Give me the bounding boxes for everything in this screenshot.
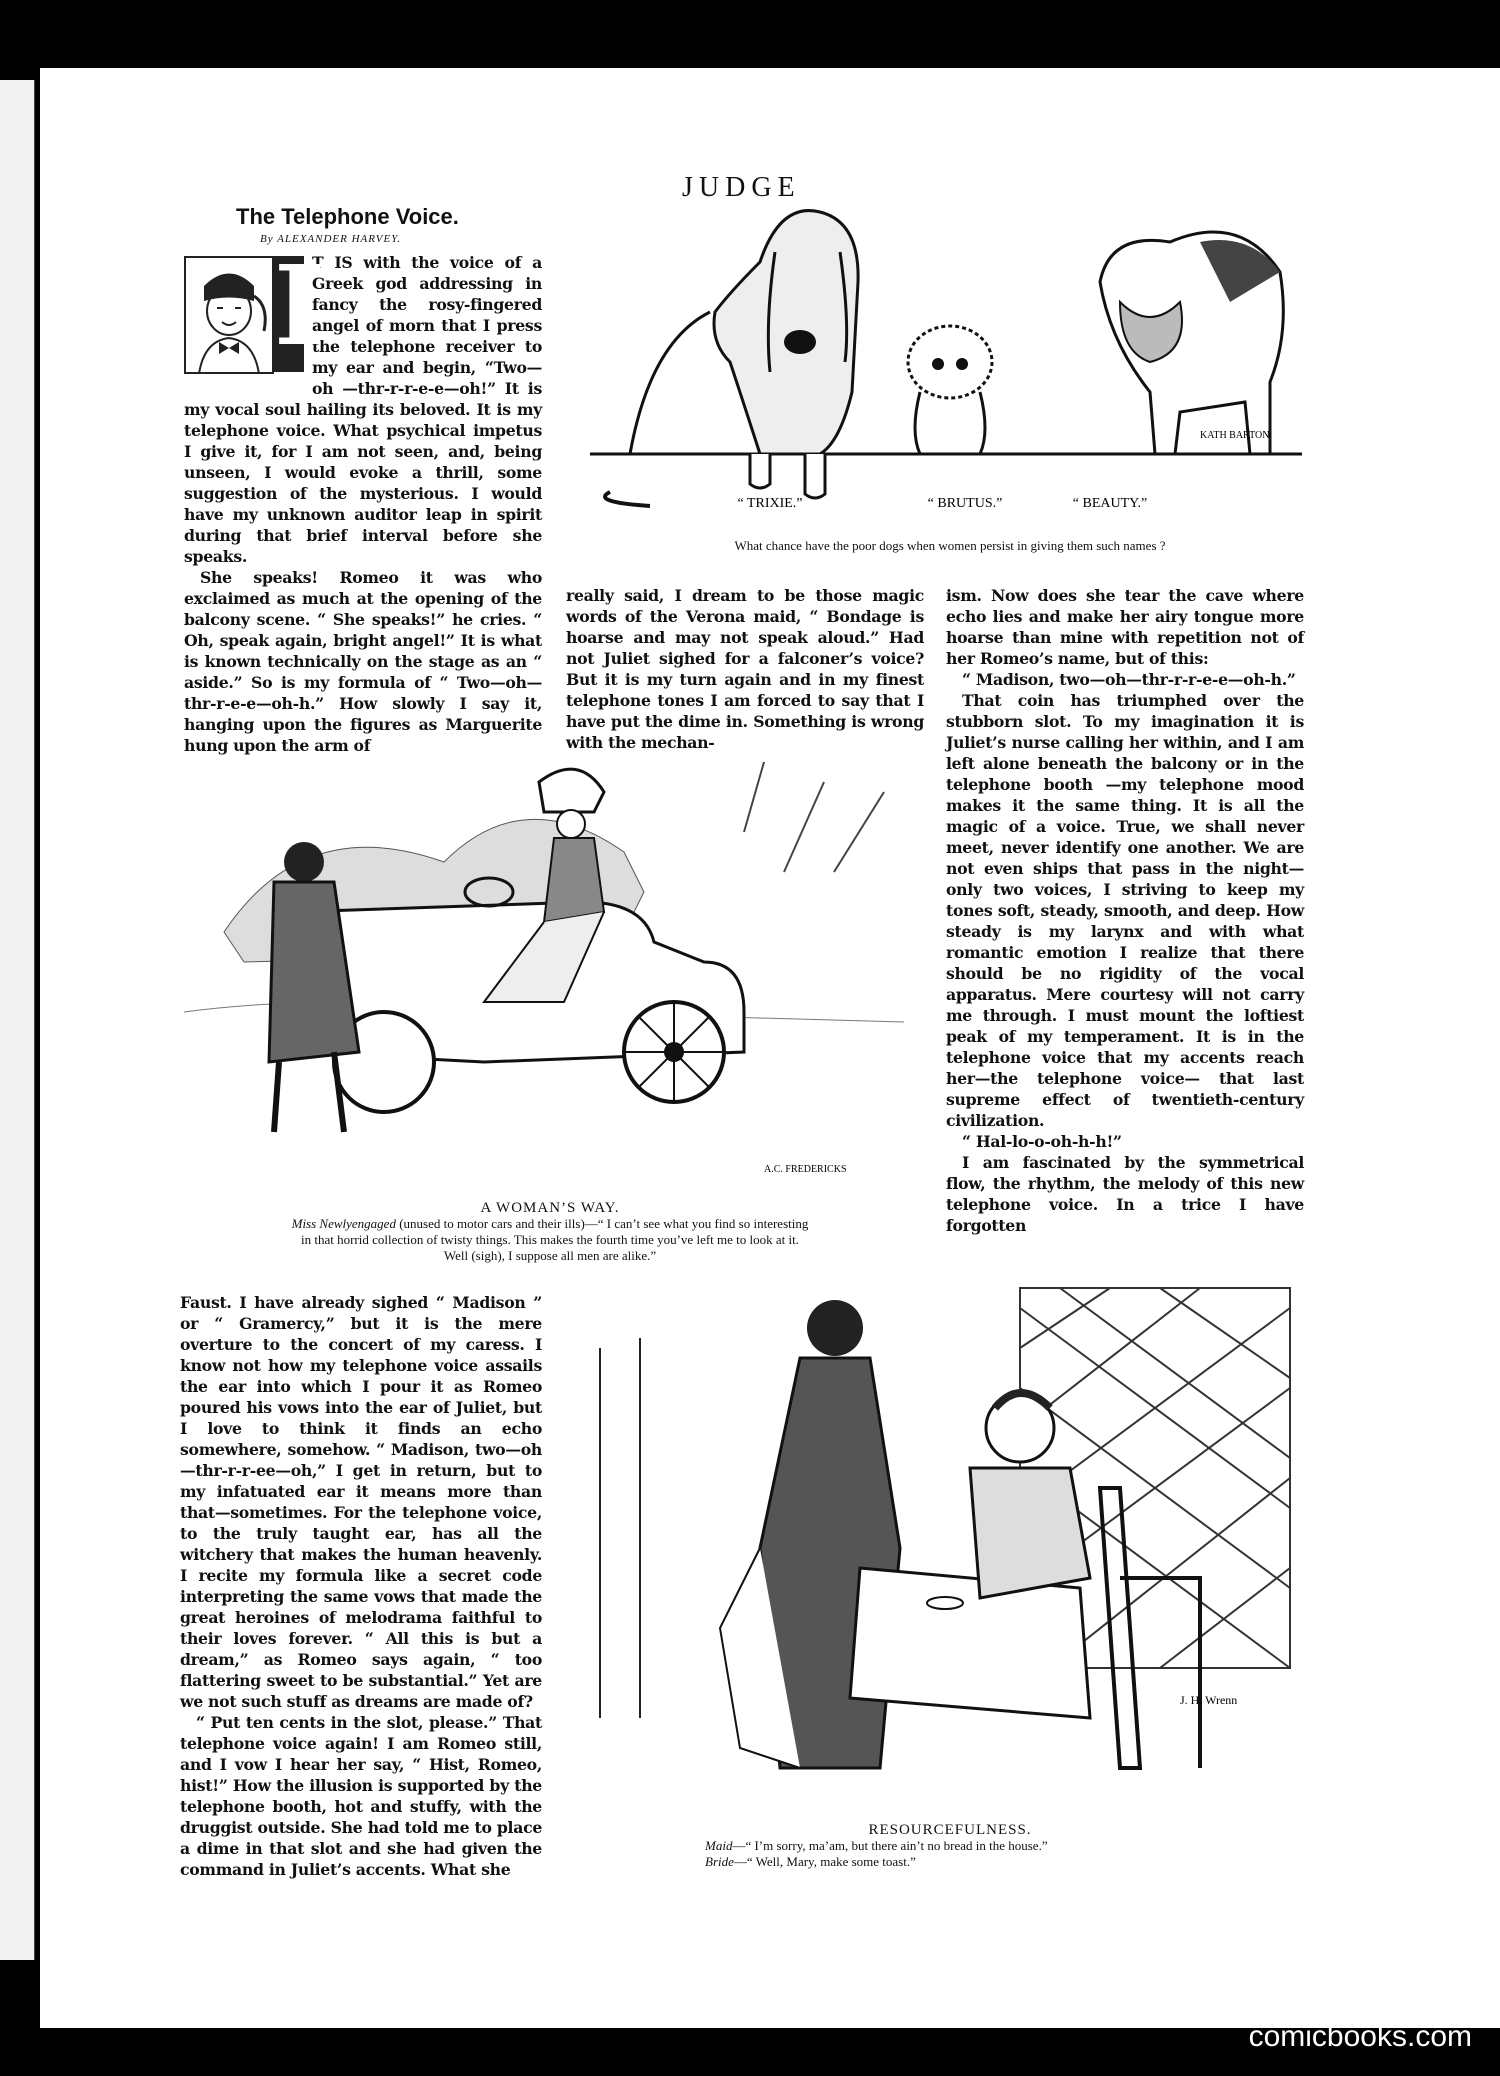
paragraph: That coin has triumphed over the stubborn slot. To my imagination it is Juliet’s nurse calling her within, and I am left alone beneath the balcony or in the telephone booth —my telephone mood makes it the same thing. It is all the magic of a voice. True, we shall never meet, never identify one another. We are not even ships that pass in the night—only two voices, I striving to keep my tones soft, steady, smooth, and deep. How steady is my larynx and with what romantic emotion I realize that there should be no rigidity of the vocal apparatus. Mere courtesy will not carry me through. I must mount the loftiest peak of my temperament. It is in the telephone voice that my accents reach her—the telephone voice— that last supreme effect of twentieth-century civilization. xyxy=(946,691,1304,1130)
dog-label-brutus: “ BRUTUS.” xyxy=(927,496,1003,511)
car-caption-line: in that horrid collection of twisty things. This makes the fourth time you’ve left me to look at it. xyxy=(300,1232,799,1247)
paragraph: She speaks! Romeo it was who exclaimed as much at the opening of the balcony scene. “ She speaks!” he cries. “ Oh, speak again, bright angel!” It is what is known technically on the stage as an “ aside.” So is my formula of “ Two—oh—thr-r-e-e—oh-h.” How slowly I say it, hanging upon the figures as Marguerite hung upon the arm of xyxy=(184,568,542,755)
paragraph: “ Hal-lo-o-oh-h-h!” xyxy=(962,1132,1122,1151)
maid-caption-text xyxy=(705,1838,1300,1870)
maid-caption-line: —“ I’m sorry, ma’am, but there ain’t no bread in the house.” xyxy=(732,1838,1048,1853)
svg-text:A.C. FREDERICKS: A.C. FREDERICKS xyxy=(764,1164,847,1175)
dogs-cartoon xyxy=(590,192,1310,522)
svg-text:KATH BARTON: KATH BARTON xyxy=(1200,430,1270,441)
car-caption-title: A WOMAN’S WAY. xyxy=(480,1200,620,1216)
article-column-2 xyxy=(566,585,924,753)
paragraph: I am fascinated by the symmetrical flow, the rhythm, the melody of this new telephone voice. In a trice I have forgotten xyxy=(946,1153,1304,1235)
paragraph: “ Madison, two—oh—thr-r-r-e-e—oh-h.” xyxy=(962,670,1296,689)
facing-page-edge xyxy=(0,80,35,1960)
drop-cap-illustration xyxy=(184,241,326,378)
paragraph: ism. Now does she tear the cave where echo lies and make her airy tongue more hoarse than mine with repetition not of her Romeo’s name, but of this: xyxy=(946,586,1304,668)
paragraph: Faust. I have already sighed “ Madison ” or “ Gramercy,” but it is the mere overture to the concert of my caress. I know not how my telephone voice assails the ear into which I pour it as Romeo poured his vows into the ear of Juliet, but I love to think it finds an echo somewhere, somehow. “ Madison, two—oh—thr-r-r-ee—oh,” I get in return, but to my infatuated ear it means more than that—sometimes. For the telephone voice, to the truly taught ear, has all the witchery that makes the human heavenly. I recite my formula like a secret code interpreting the same vows that made the great heroines of melodrama faithful to their loves forever. “ All this is but a dream,” as Romeo says again, “ too flattering sweet to be substantial.” Yet are we not such stuff as dreams are made of? xyxy=(180,1293,542,1711)
maid-caption-title: RESOURCEFULNESS. xyxy=(868,1822,1032,1838)
paragraph: T IS with the voice of a Greek god addressing in fancy the rosy-fingered angel of morn that I press the telephone receiver to my ear and begin, “Two—oh —thr-r-r-e-e—oh!” It is my vocal soul hailing its beloved. It is my telephone voice. What psychical impetus I give it, for I am not seen, and, being unseen, I would evoke a thrill, some suggestion of the mysterious. I would have my unknown auditor leap in spirit during that brief interval before she speaks. xyxy=(184,253,542,566)
drop-cap-letter: I xyxy=(274,241,326,370)
motor-car-cartoon xyxy=(184,752,904,1192)
maid-caption-speaker: Bride xyxy=(705,1854,734,1869)
dog-label-trixie: “ TRIXIE.” xyxy=(737,496,803,511)
breakfast-cartoon xyxy=(600,1248,1290,1808)
paragraph: “ Put ten cents in the slot, please.” That telephone voice again! I am Romeo still, and I vow I hear her say, “ Hist, Romeo, hist!” How the illusion is supported by the telephone booth, hot and stuffy, with the druggist outside. She had told me to place a dime in that slot and she had given the command in Juliet’s accents. What she xyxy=(180,1713,542,1879)
dogs-caption: What chance have the poor dogs when women persist in giving them such names ? xyxy=(734,538,1166,553)
article-byline: By ALEXANDER HARVEY. xyxy=(260,233,402,245)
masthead: JUDGE xyxy=(682,172,801,203)
car-caption-speaker: Miss Newlyengaged xyxy=(291,1216,396,1231)
svg-text:J. H. Wrenn: J. H. Wrenn xyxy=(1180,1693,1238,1707)
maid-caption-line: —“ Well, Mary, make some toast.” xyxy=(733,1854,916,1869)
site-watermark: comicbooks.com xyxy=(1248,2020,1472,2053)
car-caption-line: Well (sigh), I suppose all men are alike.” xyxy=(443,1248,657,1263)
maid-caption xyxy=(600,1822,1300,1870)
maid-caption-speaker: Maid xyxy=(705,1838,733,1853)
article-column-3 xyxy=(946,585,1304,1236)
telephone-man-icon xyxy=(184,256,274,374)
article-column-4 xyxy=(180,1292,542,1880)
dog-label-beauty: “ BEAUTY.” xyxy=(1072,496,1148,511)
car-caption-line: (unused to motor cars and their ills)—“ I can’t see what you find so interesting xyxy=(395,1216,809,1231)
article-title: The Telephone Voice. xyxy=(236,204,459,229)
paragraph: really said, I dream to be those magic words of the Verona maid, “ Bondage is hoarse and may not speak aloud.” Had not Juliet sighed for a falconer’s voice? But it is my turn again and in my finest telephone tones I am forced to say that I have put the dime in. Something is wrong with the mechan- xyxy=(566,586,924,752)
article-column-1 xyxy=(184,241,542,756)
